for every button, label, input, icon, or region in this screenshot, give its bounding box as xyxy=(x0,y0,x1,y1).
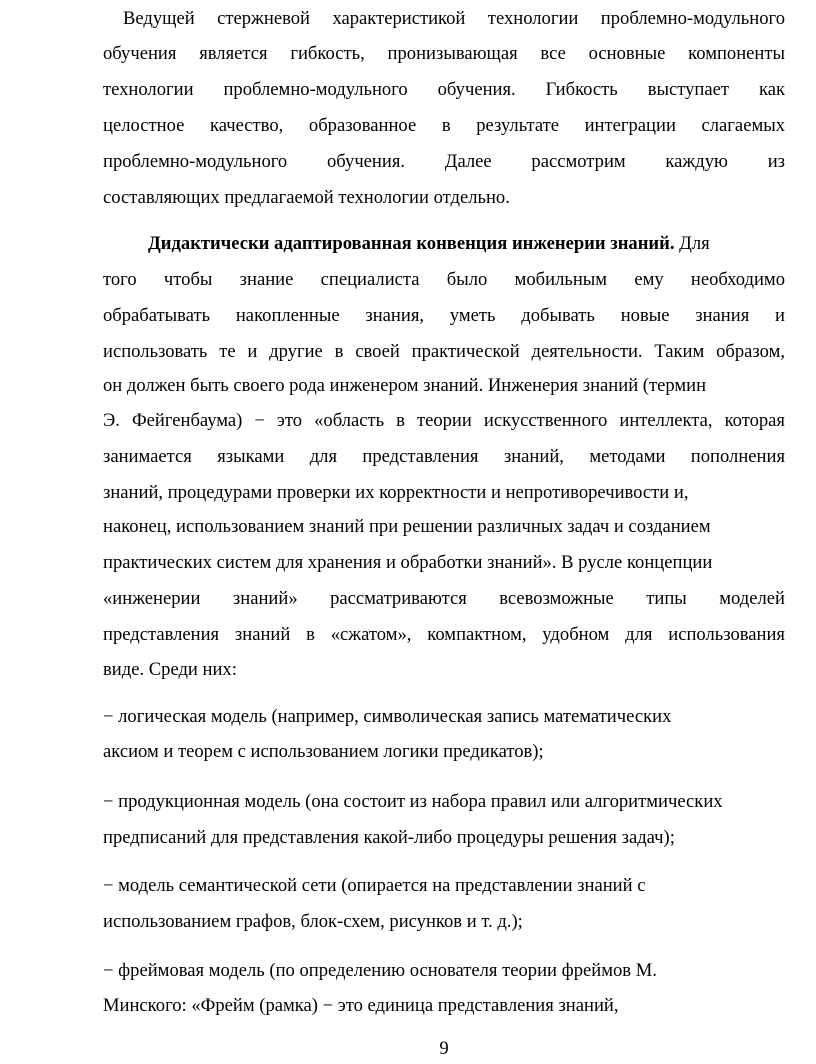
text-line: аксиом и теорем с использованием логики предикатов); xyxy=(103,741,544,762)
text-line: Минского: «Фрейм (рамка) − это единица представления знаний, xyxy=(103,995,619,1016)
text-line: он должен быть своего рода инженером знаний. Инженерия знаний (термин xyxy=(103,375,707,396)
text-line: Ведущей стержневой характеристикой технологии проблемно-модульного xyxy=(123,8,785,29)
text-line: целостное качество, образованное в результате интеграции слагаемых xyxy=(103,115,785,136)
text-line: проблемно-модульного обучения. Далее рассмотрим каждую из xyxy=(103,151,785,172)
text-line: обрабатывать накопленные знания, уметь добывать новые знания и xyxy=(103,305,785,326)
page-number: 9 xyxy=(439,1038,449,1059)
text-line: занимается языками для представления знаний, методами пополнения xyxy=(103,446,785,467)
text-line: технологии проблемно-модульного обучения. Гибкость выступает как xyxy=(103,79,785,100)
document-page xyxy=(103,0,785,1064)
text-line: Э. Фейгенбаума) − это «область в теории искусственного интеллекта, которая xyxy=(103,410,785,431)
text-line: виде. Среди них: xyxy=(103,659,237,680)
text-line: практических систем для хранения и обработки знаний». В русле концепции xyxy=(103,552,713,573)
text-line: − логическая модель (например, символическая запись математических xyxy=(103,706,672,727)
section-heading: Дидактически адаптированная конвенция инженерии знаний. xyxy=(148,233,675,254)
text-line: предписаний для представления какой-либо процедуры решения задач); xyxy=(103,827,675,848)
text-line: − продукционная модель (она состоит из набора правил или алгоритмических xyxy=(103,791,723,812)
text-line: «инженерии знаний» рассматриваются всевозможные типы моделей xyxy=(103,588,785,609)
text-line: того чтобы знание специалиста было мобильным ему необходимо xyxy=(103,269,785,290)
text-line: знаний, процедурами проверки их корректности и непротиворечивости и, xyxy=(103,482,689,503)
text-line: представления знаний в «сжатом», компактном, удобном для использования xyxy=(103,624,785,645)
text-line: использовать те и другие в своей практической деятельности. Таким образом, xyxy=(103,341,785,362)
text-line: − модель семантической сети (опирается на представлении знаний с xyxy=(103,875,646,896)
text-line: использованием графов, блок-схем, рисунков и т. д.); xyxy=(103,911,523,932)
text-line: наконец, использованием знаний при решении различных задач и созданием xyxy=(103,516,711,537)
text-line: составляющих предлагаемой технологии отдельно. xyxy=(103,187,510,208)
text-line: − фреймовая модель (по определению основателя теории фреймов М. xyxy=(103,960,657,981)
text-line: обучения является гибкость, пронизывающая все основные компоненты xyxy=(103,43,785,64)
text-line xyxy=(148,232,785,256)
heading-tail: Для xyxy=(674,233,710,254)
